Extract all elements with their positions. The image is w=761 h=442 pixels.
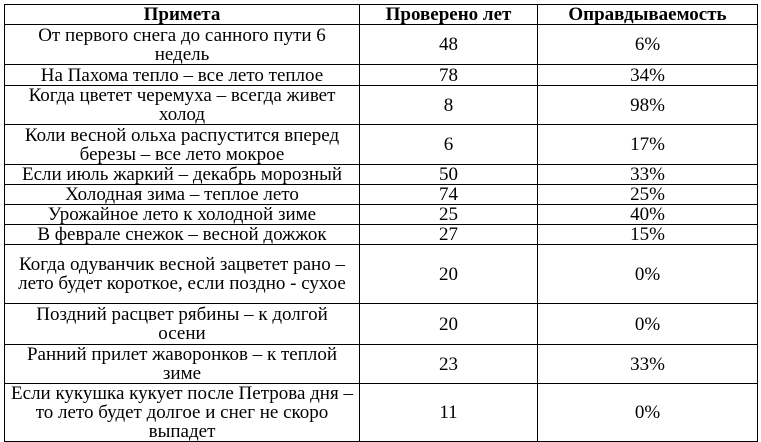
header-omen: Примета — [5, 5, 360, 25]
accuracy-cell: 15% — [538, 225, 758, 245]
accuracy-cell: 17% — [538, 125, 758, 165]
header-years-checked: Проверено лет — [360, 5, 538, 25]
header-row — [5, 5, 758, 25]
omens-table — [4, 4, 758, 442]
header-accuracy: Оправдываемость — [538, 5, 758, 25]
years-cell: 20 — [360, 304, 538, 345]
table-row — [5, 304, 758, 345]
accuracy-cell: 25% — [538, 185, 758, 205]
omen-cell: Если кукушка кукует после Петрова дня – то лето будет долгое и снег не скоро выпадет — [5, 384, 360, 442]
years-cell: 48 — [360, 25, 538, 65]
table-row — [5, 165, 758, 185]
accuracy-cell: 33% — [538, 345, 758, 384]
years-cell: 50 — [360, 165, 538, 185]
omen-cell: Урожайное лето к холодной зиме — [5, 205, 360, 225]
omen-cell: Ранний прилет жаворонков – к теплой зиме — [5, 345, 360, 384]
omen-cell: Если июль жаркий – декабрь морозный — [5, 165, 360, 185]
years-cell: 8 — [360, 86, 538, 125]
omen-cell: Коли весной ольха распустится вперед березы – все лето мокрое — [5, 125, 360, 165]
table-row — [5, 86, 758, 125]
accuracy-cell: 33% — [538, 165, 758, 185]
table-row — [5, 25, 758, 65]
years-cell: 23 — [360, 345, 538, 384]
accuracy-cell: 6% — [538, 25, 758, 65]
years-cell: 25 — [360, 205, 538, 225]
table-row — [5, 384, 758, 442]
years-cell: 6 — [360, 125, 538, 165]
years-cell: 20 — [360, 245, 538, 304]
accuracy-cell: 0% — [538, 304, 758, 345]
accuracy-cell: 0% — [538, 245, 758, 304]
years-cell: 11 — [360, 384, 538, 442]
years-cell: 74 — [360, 185, 538, 205]
omen-cell: От первого снега до санного пути 6 недель — [5, 25, 360, 65]
table-row — [5, 65, 758, 86]
omen-cell: Поздний расцвет рябины – к долгой осени — [5, 304, 360, 345]
accuracy-cell: 40% — [538, 205, 758, 225]
table-row — [5, 205, 758, 225]
table-row — [5, 225, 758, 245]
accuracy-cell: 0% — [538, 384, 758, 442]
accuracy-cell: 34% — [538, 65, 758, 86]
table-row — [5, 345, 758, 384]
accuracy-cell: 98% — [538, 86, 758, 125]
table-row — [5, 125, 758, 165]
omen-cell: Холодная зима – теплое лето — [5, 185, 360, 205]
years-cell: 27 — [360, 225, 538, 245]
omen-cell: Когда цветет черемуха – всегда живет холод — [5, 86, 360, 125]
table-row — [5, 185, 758, 205]
omen-cell: На Пахома тепло – все лето теплое — [5, 65, 360, 86]
omen-cell: В феврале снежок – весной дожжок — [5, 225, 360, 245]
years-cell: 78 — [360, 65, 538, 86]
table-row — [5, 245, 758, 304]
omen-cell: Когда одуванчик весной зацветет рано – лето будет короткое, если поздно - сухое — [5, 245, 360, 304]
